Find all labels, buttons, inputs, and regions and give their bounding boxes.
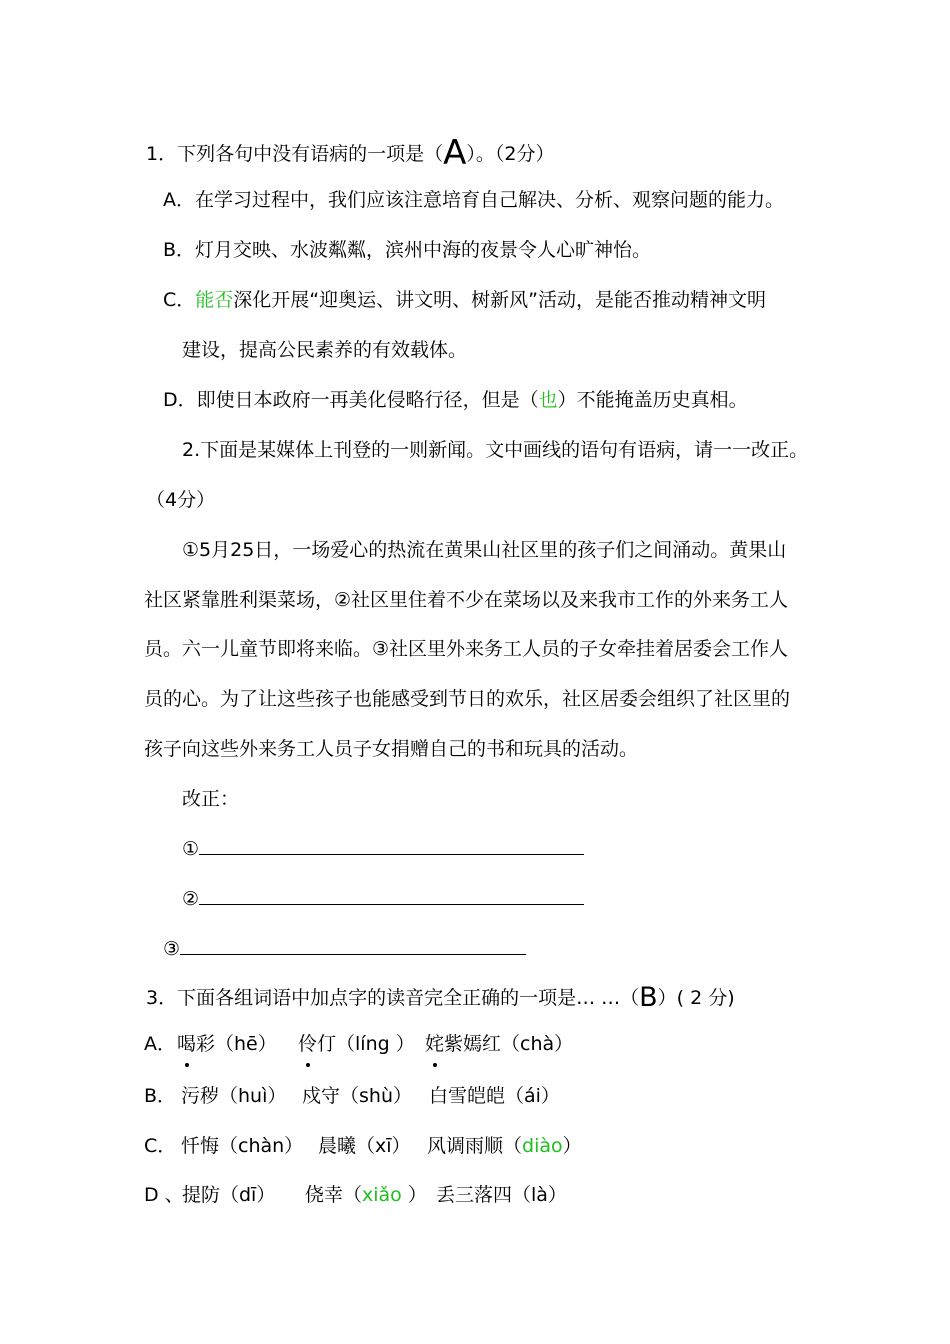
dotted-char: 姹 xyxy=(425,1033,445,1055)
q2-answer-blank-1 xyxy=(182,836,584,862)
q1-option-c-text: 深化开展“迎奥运、讲文明、树新风”活动，是能否推动精神文明 xyxy=(233,289,766,311)
q1-answer: A xyxy=(443,133,467,173)
dotted-char: 伶 xyxy=(298,1033,318,1055)
q3-option-a-word-1: 喝彩（hē） xyxy=(177,1033,277,1055)
q3-option-c-word-2: 晨曦（xī） xyxy=(318,1135,411,1157)
blank-number: ③ xyxy=(163,938,181,960)
q3-stem-text: 3．下面各组词语中加点字的读音完全正确的一项是… …（ xyxy=(146,987,640,1009)
q1-stem-score: ）。（2分） xyxy=(466,143,555,165)
q3-option-b xyxy=(144,1083,560,1109)
q3-option-a-label: A． xyxy=(144,1033,176,1055)
q3-option-c-word-3: 风调雨顺（diào） xyxy=(427,1135,582,1157)
q2-passage-line: 孩子向这些外来务工人员子女捐赠自己的书和玩具的活动。 xyxy=(144,738,639,760)
q1-option-d-text: D．即使日本政府一再美化侵略行径，但是（ xyxy=(163,389,539,411)
answer-line xyxy=(199,836,584,855)
q3-option-d-word-3: 丢三落四（là） xyxy=(436,1184,567,1206)
q1-stem xyxy=(146,133,555,173)
q2-answer-blank-2 xyxy=(182,886,584,912)
q2-stem-line2: （4分） xyxy=(146,489,216,511)
q3-option-c xyxy=(144,1133,582,1159)
q3-option-d-mark: xiǎo xyxy=(362,1184,402,1206)
q3-option-b-label: B． xyxy=(144,1085,177,1107)
q1-stem-text: 1．下列各句中没有语病的一项是（ xyxy=(146,143,444,165)
dotted-char: 喝 xyxy=(177,1033,197,1055)
q2-passage-line: 员的心。为了让这些孩子也能感受到节日的欢乐，社区居委会组织了社区里的 xyxy=(144,688,791,710)
q1-option-c-mark: 能否 xyxy=(195,289,234,311)
q1-option-d xyxy=(163,387,748,413)
q3-option-c-mark: diào xyxy=(522,1135,563,1157)
q1-option-d-end: ）不能掩盖历史真相。 xyxy=(557,389,748,411)
q2-correction-label: 改正： xyxy=(182,788,240,810)
q3-option-c-label: C． xyxy=(144,1135,177,1157)
q2-passage-line: ①5月25日，一场爱心的热流在黄果山社区里的孩子们之间涌动。黄果山 xyxy=(182,539,787,561)
q3-option-d-word-1: 提防（dī） xyxy=(182,1184,276,1206)
q3-option-b-word-2: 戍守（shù） xyxy=(302,1085,412,1107)
blank-number: ① xyxy=(182,838,200,860)
q3-option-a-word-2: 伶仃（líng ） xyxy=(298,1033,415,1055)
q3-option-d xyxy=(144,1182,567,1208)
q3-option-a-word-3: 姹紫嫣红（chà） xyxy=(425,1033,574,1055)
blank-number: ② xyxy=(182,888,200,910)
q3-option-a xyxy=(144,1031,573,1057)
answer-line xyxy=(199,886,584,905)
q3-option-b-word-3: 白雪皑皑（ái） xyxy=(429,1085,560,1107)
answer-line xyxy=(180,936,526,955)
q3-answer: B xyxy=(639,982,658,1013)
q1-option-b: B．灯月交映、水波粼粼，滨州中海的夜景令人心旷神怡。 xyxy=(163,239,652,261)
q2-passage-line: 员。六一儿童节即将来临。③社区里外来务工人员的子女牵挂着居委会工作人 xyxy=(144,638,789,660)
q2-answer-blank-3 xyxy=(163,936,526,962)
q3-option-d-label: D 、 xyxy=(144,1184,184,1206)
q3-option-b-word-1: 污秽（huì） xyxy=(181,1085,287,1107)
q1-option-a: A．在学习过程中，我们应该注意培育自己解决、分析、观察问题的能力。 xyxy=(163,189,784,211)
q3-option-c-word-1: 忏悔（chàn） xyxy=(181,1135,304,1157)
q2-passage-line: 社区紧靠胜利渠菜场，②社区里住着不少在菜场以及来我市工作的外来务工人 xyxy=(144,589,789,611)
q3-option-d-word-2: 侥幸（xiǎo ） xyxy=(305,1184,427,1206)
q1-option-d-mark: 也 xyxy=(538,389,558,411)
q3-stem xyxy=(146,982,735,1013)
q1-option-c xyxy=(163,287,766,313)
q1-option-c-line2: 建设，提高公民素养的有效载体。 xyxy=(182,339,468,361)
q2-stem-line1: 2.下面是某媒体上刊登的一则新闻。文中画线的语句有语病，请一一改正。 xyxy=(182,439,809,461)
q1-option-c-label: C． xyxy=(163,289,196,311)
q3-stem-score: ）( 2 分) xyxy=(657,987,735,1009)
